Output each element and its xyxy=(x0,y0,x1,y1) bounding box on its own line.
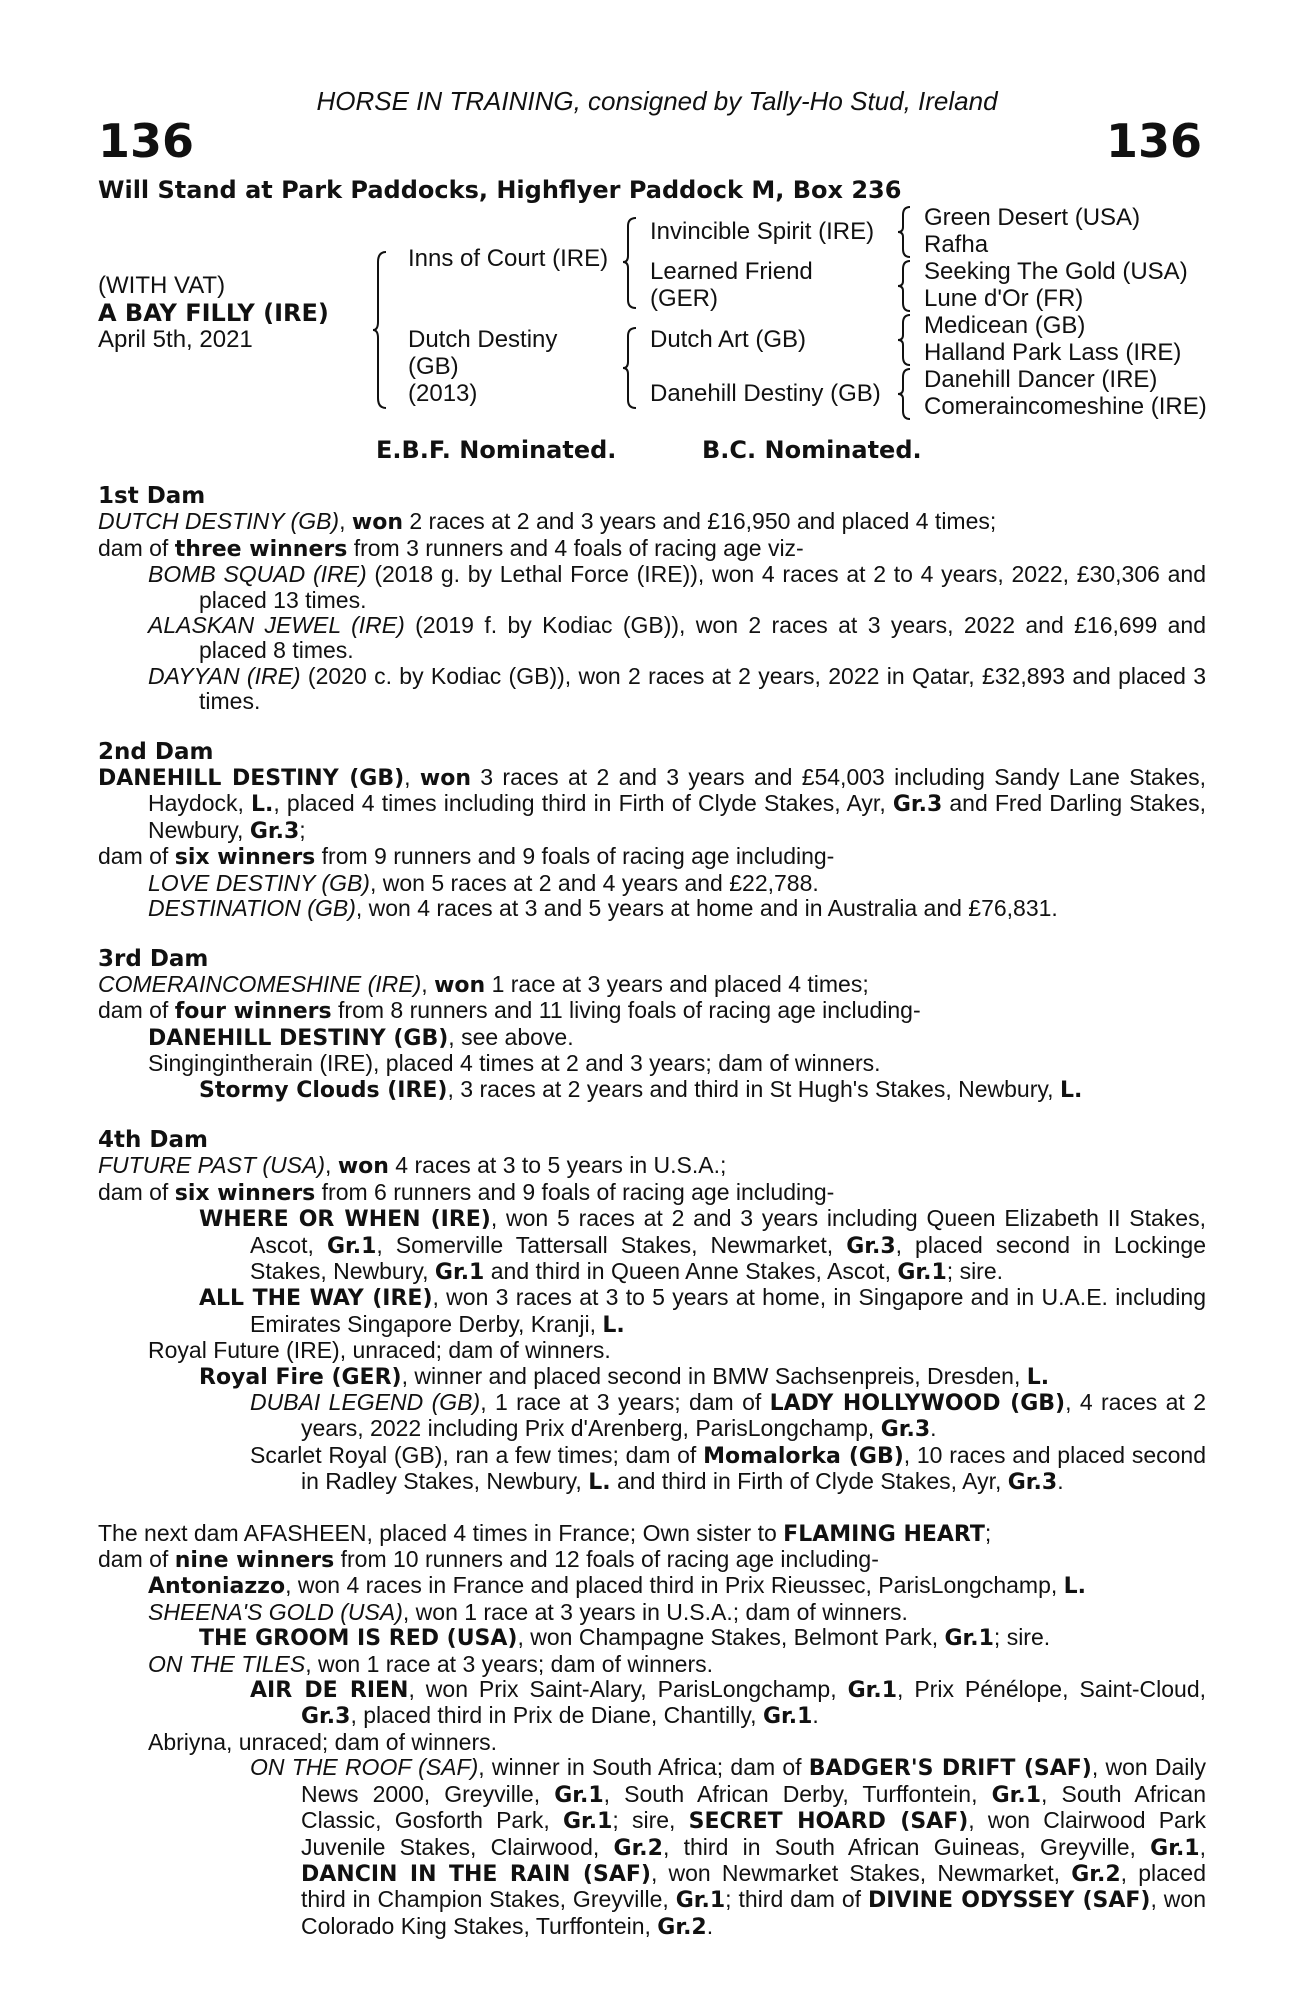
text-run: , xyxy=(325,1152,338,1179)
text-run: ; xyxy=(984,1519,992,1546)
family-entry xyxy=(98,1755,1206,1940)
text-run: Antoniazzo xyxy=(148,1574,286,1600)
section-heading: 2nd Dam xyxy=(98,738,214,765)
text-run: ; sire, xyxy=(612,1807,689,1834)
family-entry xyxy=(98,1521,1206,1547)
text-run: Abriyna, unraced; dam of winners. xyxy=(148,1728,498,1755)
text-run: ; xyxy=(299,816,306,843)
sire-dam-line2: (GER) xyxy=(650,285,718,312)
ggp-4: Lune d'Or (FR) xyxy=(924,285,1084,312)
sire-sire: Invincible Spirit (IRE) xyxy=(650,218,875,245)
family-entry xyxy=(98,896,1206,921)
text-run: Royal Future (IRE), unraced; dam of winners. xyxy=(148,1337,611,1364)
text-run: DUTCH DESTINY (GB) xyxy=(98,508,340,535)
family-entry xyxy=(98,1153,1206,1179)
text-run: BOMB SQUAD (IRE) xyxy=(148,561,367,588)
text-run: won xyxy=(419,766,471,792)
family-entry xyxy=(98,509,1206,535)
text-run: , placed third in Prix de Diane, Chantilly, xyxy=(350,1702,763,1729)
family-section xyxy=(98,1128,1206,1496)
pedigree-brace-3 xyxy=(896,313,916,367)
text-run: dam of xyxy=(98,1546,175,1573)
sire: Inns of Court (IRE) xyxy=(408,245,609,272)
bc-nomination: B.C. Nominated. xyxy=(702,436,922,464)
dam-dam: Danehill Destiny (GB) xyxy=(650,380,881,407)
text-run: from 8 runners and 11 living foals of racing age including- xyxy=(331,997,921,1024)
text-run: (2020 c. by Kodiac (GB)), won 2 races at 2 years, 2022 in Qatar, £32,893 and placed 3 times. xyxy=(199,662,1207,715)
family-entry xyxy=(98,1206,1206,1285)
family-entry xyxy=(98,1730,1206,1755)
text-run: BADGER'S DRIFT (SAF) xyxy=(808,1756,1092,1782)
text-run: , xyxy=(339,508,352,535)
text-run: from 3 runners and 4 foals of racing age viz- xyxy=(347,534,804,561)
consignment-header: HORSE IN TRAINING, consigned by Tally-Ho Stud, Ireland xyxy=(316,86,998,116)
dam-line2: (GB) xyxy=(408,353,459,380)
text-run: won xyxy=(351,510,403,536)
text-run: L. xyxy=(251,792,274,818)
text-run: from 6 runners and 9 foals of racing age including- xyxy=(315,1178,835,1205)
text-run: FUTURE PAST (USA) xyxy=(98,1152,326,1179)
text-run: Gr.1 xyxy=(847,1678,897,1704)
family-entry xyxy=(98,613,1206,664)
text-run: LOVE DESTINY (GB) xyxy=(148,869,370,896)
text-run: Gr.3 xyxy=(249,818,300,844)
text-run: COMERAINCOMESHINE (IRE) xyxy=(98,970,422,997)
text-run: , placed third in Champion Stakes, Greyville, xyxy=(301,1859,1207,1913)
family-entry xyxy=(98,1443,1206,1496)
text-run: ; third dam of xyxy=(725,1886,868,1913)
text-run: and third in Firth of Clyde Stakes, Ayr, xyxy=(610,1468,1008,1495)
text-run: Gr.1 xyxy=(675,1888,726,1914)
text-run: from 9 runners and 9 foals of racing age including- xyxy=(315,843,835,870)
text-run: ALASKAN JEWEL (IRE) xyxy=(148,612,405,639)
text-run: , 4 races at 2 years, 2022 including Prix d'Arenberg, ParisLongchamp, xyxy=(301,1389,1206,1442)
ggp-1: Green Desert (USA) xyxy=(924,204,1141,231)
lot-number-left: 136 xyxy=(98,114,195,168)
text-run: , third in South African Guineas, Greyville, xyxy=(662,1833,1151,1860)
text-run: , won 1 race at 3 years; dam of winners. xyxy=(305,1650,714,1677)
text-run: , xyxy=(1199,1833,1206,1860)
text-run: SHEENA'S GOLD (USA) xyxy=(148,1598,403,1625)
text-run: , won Prix Saint-Alary, ParisLongchamp, xyxy=(408,1676,848,1703)
family-entry xyxy=(98,1677,1206,1730)
text-run: won xyxy=(434,972,486,998)
family-entry xyxy=(98,1025,1206,1051)
text-run: AIR DE RIEN xyxy=(250,1678,409,1704)
text-run: ON THE ROOF (SAF) xyxy=(250,1754,479,1781)
text-run: DANEHILL DESTINY (GB) xyxy=(98,766,405,792)
text-run: , winner in South Africa; dam of xyxy=(478,1754,809,1781)
section-heading: 3rd Dam xyxy=(98,945,209,972)
text-run: DESTINATION (GB) xyxy=(148,895,356,922)
text-run: , won 5 races at 2 and 4 years and £22,788. xyxy=(369,869,819,896)
text-run: dam of xyxy=(98,534,175,561)
family-entry xyxy=(98,536,1206,562)
text-run: Gr.1 xyxy=(562,1809,613,1835)
ggp-2: Rafha xyxy=(924,231,989,258)
text-run: six winners xyxy=(174,845,316,871)
text-run: won xyxy=(337,1154,389,1180)
family-entry xyxy=(98,1547,1206,1573)
text-run: , xyxy=(421,970,435,997)
text-run: Gr.3 xyxy=(892,792,943,818)
text-run: SECRET HOARD (SAF) xyxy=(688,1809,969,1835)
text-run: Singingintherain (IRE), placed 4 times at 2 and 3 years; dam of winners. xyxy=(148,1050,881,1077)
family-section xyxy=(98,484,1206,715)
text-run: Gr.1 xyxy=(1150,1835,1200,1861)
text-run: and Fred Darling Stakes, Newbury, xyxy=(148,790,1206,843)
text-run: , xyxy=(404,764,420,791)
text-run: Gr.2 xyxy=(1071,1861,1121,1887)
pedigree-bracket-sire xyxy=(622,216,644,312)
family-section xyxy=(98,947,1206,1103)
text-run: Gr.2 xyxy=(657,1914,707,1940)
text-run: Stormy Clouds (IRE) xyxy=(199,1077,448,1103)
text-run: , South African Derby, Turffontein, xyxy=(603,1780,992,1807)
text-run: Gr.1 xyxy=(762,1704,813,1730)
family-entry xyxy=(98,1652,1206,1677)
text-run: and third in Queen Anne Stakes, Ascot, xyxy=(484,1257,898,1284)
text-run: . xyxy=(706,1912,714,1939)
text-run: , won 4 races at 3 and 5 years at home and in Australia and £76,831. xyxy=(355,895,1058,922)
text-run: , winner and placed second in BMW Sachsenpreis, Dresden, xyxy=(401,1362,1027,1389)
text-run: 2 races at 2 and 3 years and £16,950 and placed 4 times; xyxy=(402,508,997,535)
family-entry xyxy=(98,1364,1206,1390)
ggp-3: Seeking The Gold (USA) xyxy=(924,258,1188,285)
text-run: THE GROOM IS RED (USA) xyxy=(199,1626,518,1652)
text-run: three winners xyxy=(174,536,348,562)
text-run: Gr.3 xyxy=(1007,1470,1058,1496)
text-run: , won Champagne Stakes, Belmont Park, xyxy=(517,1624,945,1651)
stand-location: Will Stand at Park Paddocks, Highflyer Paddock M, Box 236 xyxy=(98,176,902,204)
family-entry xyxy=(98,844,1206,870)
pedigree-brace-1 xyxy=(896,205,916,259)
dam-line1: Dutch Destiny xyxy=(408,326,558,353)
family-entry xyxy=(98,998,1206,1024)
family-entry xyxy=(98,562,1206,613)
family-section xyxy=(98,740,1206,922)
foaling-date: April 5th, 2021 xyxy=(98,326,253,353)
text-run: Gr.1 xyxy=(434,1259,485,1285)
pedigree-brace-4 xyxy=(896,367,916,421)
text-run: Gr.1 xyxy=(326,1233,377,1259)
section-heading: 1st Dam xyxy=(98,483,206,509)
text-run: Scarlet Royal (GB), ran a few times; dam of xyxy=(250,1441,704,1468)
family-entry xyxy=(98,871,1206,896)
text-run: six winners xyxy=(174,1180,316,1206)
text-run: DANCIN IN THE RAIN (SAF) xyxy=(301,1861,651,1887)
text-run: ALL THE WAY (IRE) xyxy=(199,1286,433,1312)
section-heading: 4th Dam xyxy=(98,1126,208,1153)
family-section xyxy=(98,1521,1206,1941)
text-run: , 3 races at 2 years and third in St Hugh's Stakes, Newbury, xyxy=(447,1075,1060,1102)
sire-dam-line1: Learned Friend xyxy=(650,258,813,285)
text-run: , won 4 races in France and placed third in Prix Rieussec, ParisLongchamp, xyxy=(285,1572,1064,1599)
text-run: 1 race at 3 years and placed 4 times; xyxy=(485,970,869,997)
family-entry xyxy=(98,1077,1206,1103)
text-run: Momalorka (GB) xyxy=(703,1443,904,1469)
text-run: ; sire. xyxy=(993,1624,1051,1651)
text-run: . xyxy=(812,1702,819,1729)
text-run: dam of xyxy=(98,997,175,1024)
text-run: Gr.2 xyxy=(613,1835,663,1861)
text-run: WHERE OR WHEN (IRE) xyxy=(199,1207,491,1233)
text-run: Royal Fire (GER) xyxy=(199,1364,402,1390)
vat-note: (WITH VAT) xyxy=(98,272,226,299)
ebf-nomination: E.B.F. Nominated. xyxy=(376,436,617,464)
text-run: four winners xyxy=(174,999,332,1025)
family-entry xyxy=(98,1338,1206,1363)
text-run: , won 1 race at 3 years in U.S.A.; dam of winners. xyxy=(402,1598,908,1625)
text-run: dam of xyxy=(98,1178,175,1205)
text-run: FLAMING HEART xyxy=(783,1521,985,1547)
text-run: . xyxy=(930,1415,937,1442)
text-run: , won Colorado King Stakes, Turffontein, xyxy=(301,1886,1206,1939)
family-entry xyxy=(98,765,1206,844)
text-run: (2018 g. by Lethal Force (IRE)), won 4 races at 2 to 4 years, 2022, £30,306 and placed 13 times. xyxy=(199,561,1206,613)
family-entry xyxy=(98,664,1206,715)
text-run: , placed second in Lockinge Stakes, Newbury, xyxy=(250,1231,1206,1284)
text-run: nine winners xyxy=(174,1548,335,1574)
text-run: L. xyxy=(588,1470,611,1496)
text-run: 4 races at 3 to 5 years in U.S.A.; xyxy=(388,1152,727,1179)
text-run: ON THE TILES xyxy=(148,1650,306,1677)
text-run: . xyxy=(1057,1468,1064,1495)
text-run: , won 5 races at 2 and 3 years including Queen Elizabeth II Stakes, Ascot, xyxy=(250,1205,1206,1258)
text-run: Gr.3 xyxy=(301,1704,351,1730)
family-entry xyxy=(98,972,1206,998)
text-run: LADY HOLLYWOOD (GB) xyxy=(769,1391,1066,1416)
text-run: , South African Classic, Gosforth Park, xyxy=(301,1780,1207,1834)
text-run: Gr.1 xyxy=(991,1782,1042,1808)
text-run: , 1 race at 3 years; dam of xyxy=(480,1389,770,1415)
text-run: DUBAI LEGEND (GB) xyxy=(250,1389,481,1415)
family-entry xyxy=(98,1573,1206,1599)
family-entry xyxy=(98,1051,1206,1076)
text-run: (2019 f. by Kodiac (GB)), won 2 races at 3 years, 2022 and £16,699 and placed 8 times. xyxy=(199,612,1207,664)
dam-line3: (2013) xyxy=(408,380,478,407)
text-run: L. xyxy=(1026,1364,1050,1390)
ggp-5: Medicean (GB) xyxy=(924,312,1086,339)
text-run: DIVINE ODYSSEY (SAF) xyxy=(867,1888,1151,1914)
text-run: DAYYAN (IRE) xyxy=(148,662,301,689)
text-run: 3 races at 2 and 3 years and £54,003 including Sandy Lane Stakes, Haydock, xyxy=(148,764,1206,817)
text-run: , see above. xyxy=(448,1023,574,1050)
ggp-6: Halland Park Lass (IRE) xyxy=(924,339,1182,366)
ggp-8: Comeraincomeshine (IRE) xyxy=(924,393,1207,420)
horse-name: A BAY FILLY (IRE) xyxy=(98,299,329,327)
text-run: dam of xyxy=(98,843,175,870)
pedigree-bracket-main xyxy=(372,250,394,410)
text-run: L. xyxy=(1063,1574,1087,1600)
text-run: , 10 races and placed second in Radley Stakes, Newbury, xyxy=(301,1441,1206,1495)
text-run: DANEHILL DESTINY (GB) xyxy=(148,1025,449,1051)
family-details xyxy=(98,484,1206,1965)
text-run: from 10 runners and 12 foals of racing age including- xyxy=(334,1546,879,1573)
text-run: Gr.1 xyxy=(897,1259,947,1285)
dam-sire: Dutch Art (GB) xyxy=(650,326,807,353)
text-run: , won Clairwood Park Juvenile Stakes, Clairwood, xyxy=(301,1807,1206,1860)
text-run: , placed 4 times including third in Firth of Clyde Stakes, Ayr, xyxy=(273,790,893,817)
family-entry xyxy=(98,1600,1206,1625)
family-entry xyxy=(98,1625,1206,1651)
text-run: Gr.3 xyxy=(880,1417,931,1443)
text-run: L. xyxy=(1059,1077,1083,1103)
text-run: , won Daily News 2000, Greyville, xyxy=(301,1754,1207,1807)
text-run: Gr.3 xyxy=(846,1233,896,1259)
text-run: Gr.1 xyxy=(944,1626,994,1652)
text-run: , won 3 races at 3 to 5 years at home, in Singapore and in U.A.E. including Emirates Singapore Derby, Kranji, xyxy=(250,1284,1206,1337)
text-run: Gr.1 xyxy=(554,1782,604,1808)
text-run: The next dam AFASHEEN, placed 4 times in France; Own sister to xyxy=(98,1519,784,1546)
text-run: , Prix Pénélope, Saint-Cloud, xyxy=(897,1676,1207,1703)
text-run: L. xyxy=(602,1312,625,1338)
family-entry xyxy=(98,1285,1206,1338)
text-run: , won Newmarket Stakes, Newmarket, xyxy=(650,1859,1072,1886)
pedigree-bracket-dam xyxy=(622,326,644,412)
family-entry xyxy=(98,1180,1206,1206)
lot-number-right: 136 xyxy=(1105,114,1202,168)
ggp-7: Danehill Dancer (IRE) xyxy=(924,366,1158,393)
text-run: ; sire. xyxy=(946,1257,1004,1284)
pedigree-brace-2 xyxy=(896,259,916,313)
family-entry xyxy=(98,1390,1206,1443)
text-run: , Somerville Tattersall Stakes, Newmarket, xyxy=(376,1231,847,1258)
